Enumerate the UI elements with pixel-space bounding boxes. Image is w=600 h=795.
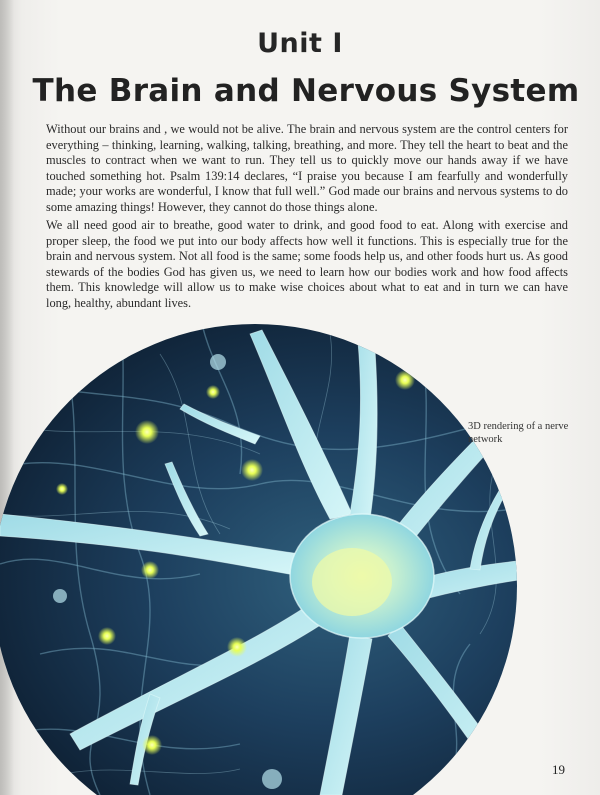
paragraph-2: We all need good air to breathe, good water to drink, and good food to eat. Along with exercise and proper sleep, the food we put into our body affects how well it functions. This is especially true for the brain and nervous system. Not all food is the same; some foods help us, and other foods hurt us. As good stewards of the bodies God has given us, we need to learn how our bodies work and how food affects them. This knowledge will allow us to make wise choices about what to eat and in turn we can have long, healthy, abundant lives. [46,218,568,310]
paragraph-1: Without our brains and , we would not be alive. The brain and nervous system are the control centers for everything – thinking, learning, walking, talking, breathing, and more. They tell the heart to beat and the muscles to contract when we want to run. They tell us to quickly move our hands away if we have touched something hot. Psalm 139:14 declares, “I praise you because I am fearfully and wonderfully made; your works are wonderful, I know that full well.” God made our brains and nervous systems to do some amazing things! However, they cannot do those things alone. [46,122,568,214]
image-caption: 3D rendering of a nerve network [468,421,569,445]
nerve-network-image [0,314,600,795]
unit-label: Unit I [257,28,343,59]
page-number: 19 [552,762,565,777]
page-title: The Brain and Nervous System [32,73,580,109]
